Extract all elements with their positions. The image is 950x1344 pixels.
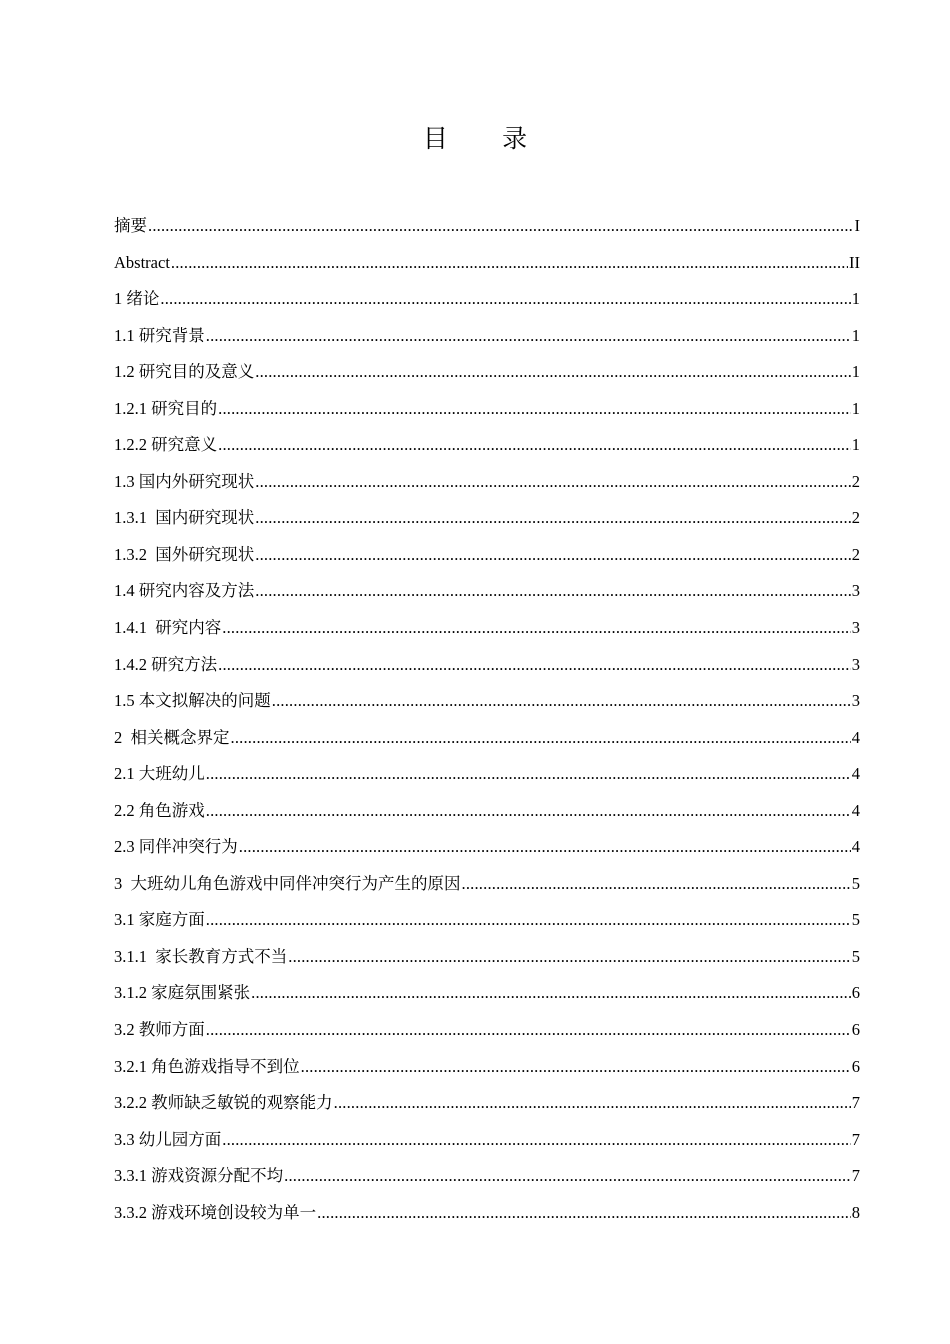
toc-entry[interactable] [114,902,860,939]
toc-entry[interactable] [114,793,860,830]
toc-dot-leader [272,683,851,719]
toc-entry[interactable] [114,1158,860,1195]
toc-entry[interactable] [114,391,860,428]
toc-entry[interactable] [114,464,860,501]
toc-entry-page-number: 5 [851,910,860,930]
toc-entry-label: 摘要 [114,216,147,235]
toc-entry-page-number: 3 [851,654,860,674]
toc-entry-page-number: I [854,216,860,235]
toc-title: 目 录 [422,126,552,153]
toc-dot-leader [255,500,851,536]
toc-entry-page-number: 2 [851,508,860,528]
toc-dot-leader [317,1195,851,1231]
toc-dot-leader [239,829,851,865]
toc-dot-leader [255,464,851,500]
toc-dot-leader [301,1049,851,1085]
toc-entry[interactable] [114,866,860,903]
toc-dot-leader [148,208,854,244]
toc-entry-page-number: 1 [851,289,860,309]
toc-entry[interactable] [114,537,860,574]
toc-dot-leader [462,866,851,902]
toc-entry[interactable] [114,939,860,976]
toc-entry[interactable] [114,281,860,318]
toc-entry[interactable] [114,683,860,720]
toc-entry-label: 2 相关概念界定 [114,727,230,747]
toc-dot-leader [206,1012,851,1048]
toc-dot-leader [206,902,851,938]
toc-entry[interactable] [114,610,860,647]
toc-entry-page-number: 6 [851,983,860,1003]
toc-entry-page-number: 6 [851,1056,860,1076]
toc-dot-leader [206,793,851,829]
toc-entry-page-number: 5 [851,873,860,893]
toc-dot-leader [231,720,851,756]
toc-dot-leader [171,245,848,281]
toc-entry-page-number: 6 [851,1020,860,1040]
toc-entry-label: 2.1 大班幼儿 [114,764,205,784]
toc-dot-leader [284,1158,851,1194]
toc-entry[interactable] [114,245,860,282]
toc-entry-page-number: 1 [851,325,860,345]
toc-entry-label: 3 大班幼儿角色游戏中同伴冲突行为产生的原因 [114,873,461,893]
toc-entry[interactable] [114,354,860,391]
toc-entry-label: 1.2 研究目的及意义 [114,362,255,382]
toc-entry-page-number: II [849,252,860,272]
toc-entry[interactable] [114,318,860,355]
toc-entry-page-number: 2 [851,471,860,491]
toc-entry-label: 3.3 幼儿园方面 [114,1129,222,1149]
toc-entry-label: 3.1.2 家庭氛围紧张 [114,983,251,1003]
toc-entry[interactable] [114,975,860,1012]
toc-entry-page-number: 7 [851,1129,860,1149]
toc-entry-label: 2.3 同伴冲突行为 [114,837,238,857]
toc-entry-label: 3.1 家庭方面 [114,910,205,930]
toc-entry-page-number: 1 [851,362,860,382]
toc-dot-leader [206,318,851,354]
toc-entry-label: 1.3 国内外研究现状 [114,471,255,491]
toc-entry-page-number: 4 [851,727,860,747]
toc-entry-label: 1.4 研究内容及方法 [114,581,255,601]
toc-entry[interactable] [114,829,860,866]
toc-dot-leader [206,756,851,792]
toc-entry[interactable] [114,208,860,245]
toc-entry-page-number: 3 [851,581,860,601]
toc-entry[interactable] [114,1049,860,1086]
toc-entry[interactable] [114,500,860,537]
toc-entry-label: 1.4.2 研究方法 [114,654,218,674]
toc-entry[interactable] [114,573,860,610]
toc-entry-page-number: 8 [851,1202,860,1222]
toc-entry[interactable] [114,756,860,793]
toc-entry-page-number: 7 [851,1093,860,1113]
toc-entry-label: 1.2.1 研究目的 [114,398,218,418]
toc-entry-page-number: 4 [851,837,860,857]
toc-entry-label: 3.3.1 游戏资源分配不均 [114,1166,284,1186]
toc-entry-page-number: 3 [851,618,860,638]
toc-dot-leader [255,537,851,573]
toc-entry-label: 3.2.1 角色游戏指导不到位 [114,1056,300,1076]
toc-entry-label: 1 绪论 [114,289,160,309]
toc-dot-leader [218,427,851,463]
toc-entry-label: 3.2.2 教师缺乏敏锐的观察能力 [114,1093,333,1113]
toc-entry-label: 1.5 本文拟解决的问题 [114,691,271,711]
toc-entry[interactable] [114,1195,860,1232]
toc-entry-label: 3.1.1 家长教育方式不当 [114,946,288,966]
toc-entry-label: 1.3.1 国内研究现状 [114,508,255,528]
toc-dot-leader [160,281,850,317]
toc-entry[interactable] [114,427,860,464]
toc-entry-label: Abstract [114,252,170,272]
toc-entry-page-number: 7 [851,1166,860,1186]
toc-entry[interactable] [114,1012,860,1049]
toc-entry-label: 3.2 教师方面 [114,1020,205,1040]
toc-entry-page-number: 3 [851,691,860,711]
toc-entry-page-number: 4 [851,800,860,820]
toc-dot-leader [255,354,851,390]
toc-list [114,208,860,1231]
toc-entry-page-number: 4 [851,764,860,784]
toc-dot-leader [334,1085,851,1121]
toc-dot-leader [251,975,851,1011]
toc-entry-label: 1.2.2 研究意义 [114,435,218,455]
toc-entry-label: 1.1 研究背景 [114,325,205,345]
toc-entry[interactable] [114,1085,860,1122]
toc-entry-label: 2.2 角色游戏 [114,800,205,820]
toc-entry-page-number: 5 [851,946,860,966]
toc-entry-label: 1.4.1 研究内容 [114,618,222,638]
toc-dot-leader [222,610,851,646]
toc-dot-leader [222,1122,851,1158]
toc-dot-leader [255,573,851,609]
toc-entry[interactable] [114,647,860,684]
toc-entry-page-number: 2 [851,544,860,564]
toc-dot-leader [288,939,851,975]
toc-entry-label: 3.3.2 游戏环境创设较为单一 [114,1202,317,1222]
toc-entry-page-number: 1 [851,435,860,455]
toc-entry[interactable] [114,720,860,757]
toc-dot-leader [218,391,851,427]
toc-entry-label: 1.3.2 国外研究现状 [114,544,255,564]
toc-entry-page-number: 1 [851,398,860,418]
toc-dot-leader [218,647,851,683]
toc-entry[interactable] [114,1122,860,1159]
